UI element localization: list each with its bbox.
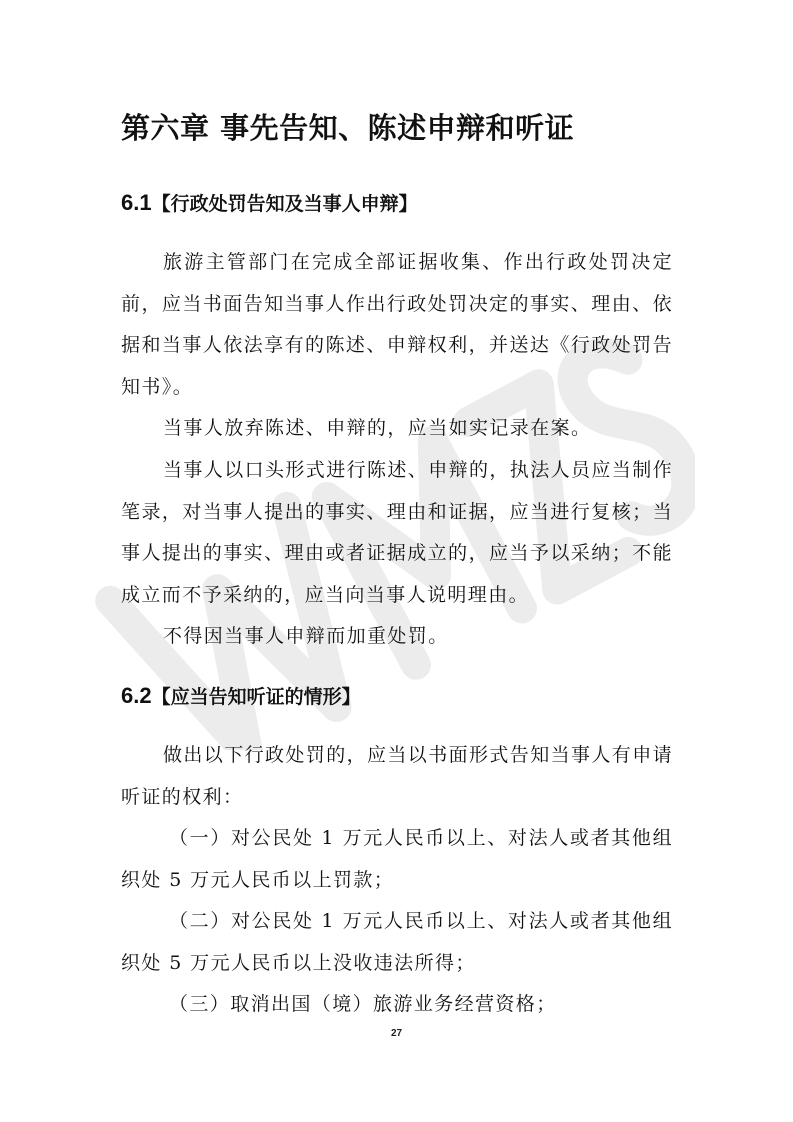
section-heading-6-2	[121, 680, 361, 712]
paragraph: 当事人以口头形式进行陈述、申辩的，执法人员应当制作笔录，对当事人提出的事实、理由和证据，应当进行复核；当事人提出的事实、理由或者证据成立的，应当予以采纳；不能成立而不予采纳的，应当向当事人说明理由。	[121, 459, 674, 606]
section-heading-6-1	[121, 187, 418, 219]
page-number: 27	[390, 1028, 403, 1039]
paragraph: 旅游主管部门在完成全部证据收集、作出行政处罚决定前，应当书面告知当事人作出行政处罚决定的事实、理由、依据和当事人依法享有的陈述、申辩权利，并送达《行政处罚告知书》。	[121, 251, 673, 398]
paragraph: 不得因当事人申辩而加重处罚。	[163, 625, 449, 647]
list-item: （二）对公民处 1 万元人民币以上、对法人或者其他组织处 5 万元人民币以上没收违法所得；	[121, 910, 673, 974]
section-number: 6.1	[121, 190, 152, 215]
section-title: 【应当告知听证的情形】	[151, 686, 361, 708]
paragraph: 当事人放弃陈述、申辩的，应当如实记录在案。	[163, 417, 592, 439]
list-item: （三）取消出国（境）旅游业务经营资格；	[169, 993, 557, 1015]
paragraph: 做出以下行政处罚的，应当以书面形式告知当事人有申请听证的权利：	[121, 744, 674, 808]
section-number: 6.2	[121, 683, 152, 708]
list-item: （一）对公民处 1 万元人民币以上、对法人或者其他组织处 5 万元人民币以上罚款；	[121, 827, 673, 891]
section-title: 【行政处罚告知及当事人申辩】	[151, 193, 418, 215]
chapter-title: 第六章 事先告知、陈述申辩和听证	[121, 111, 575, 145]
